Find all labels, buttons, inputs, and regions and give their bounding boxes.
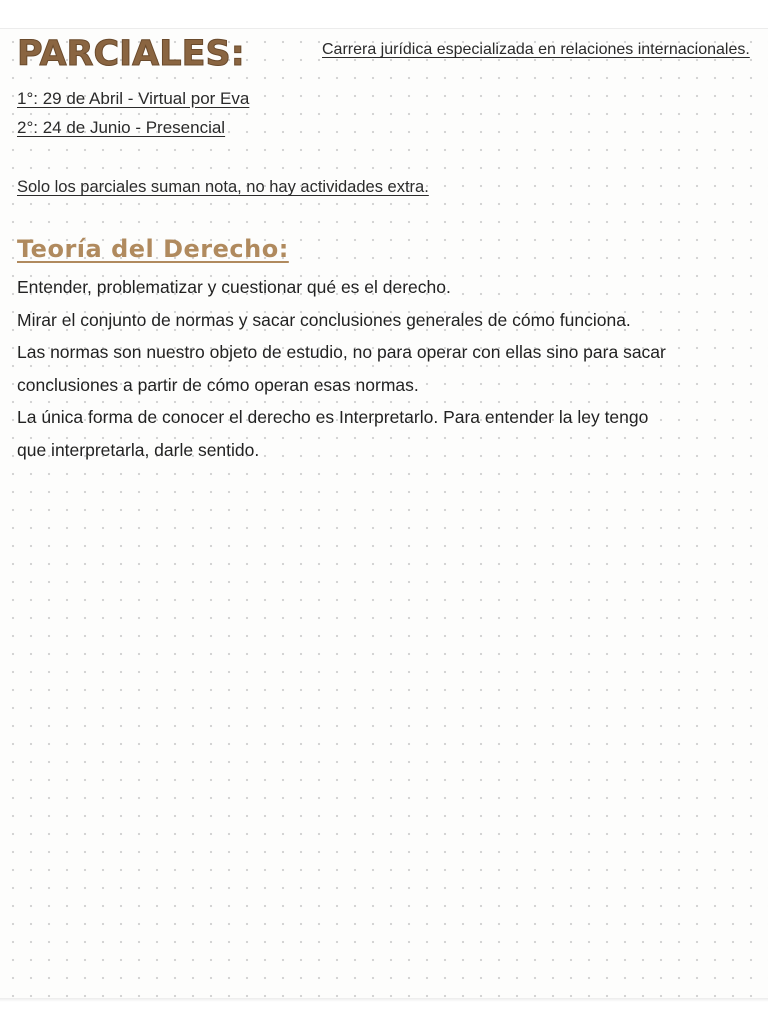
- teoria-line: Las normas son nuestro objeto de estudio, no para operar con ellas sino para sacar: [17, 342, 666, 362]
- teoria-title: Teoría del Derecho:: [17, 235, 289, 263]
- parciales-nota: Solo los parciales suman nota, no hay actividades extra.: [17, 178, 429, 196]
- teoria-line: Mirar el conjunto de normas y sacar conclusiones generales de cómo funciona.: [17, 309, 631, 330]
- parcial-fecha-2: 2°: 24 de Junio - Presencial: [17, 118, 226, 137]
- teoria-line: conclusiones a partir de cómo operan esas normas.: [17, 374, 419, 395]
- notebook-page: [0, 28, 768, 1000]
- parciales-title: PARCIALES:: [17, 34, 245, 74]
- page-bottom-edge: [0, 998, 768, 1002]
- teoria-body: [17, 271, 752, 466]
- teoria-line: que interpretarla, darle sentido.: [17, 439, 260, 460]
- teoria-line: Entender, problematizar y cuestionar qué es el derecho.: [17, 277, 451, 297]
- teoria-line: La única forma de conocer el derecho es Interpretarlo. Para entender la ley tengo: [17, 407, 649, 427]
- carrera-note: Carrera jurídica especializada en relaciones internacionales.: [322, 41, 750, 58]
- parcial-fecha-1: 1°: 29 de Abril - Virtual por Eva: [17, 89, 250, 108]
